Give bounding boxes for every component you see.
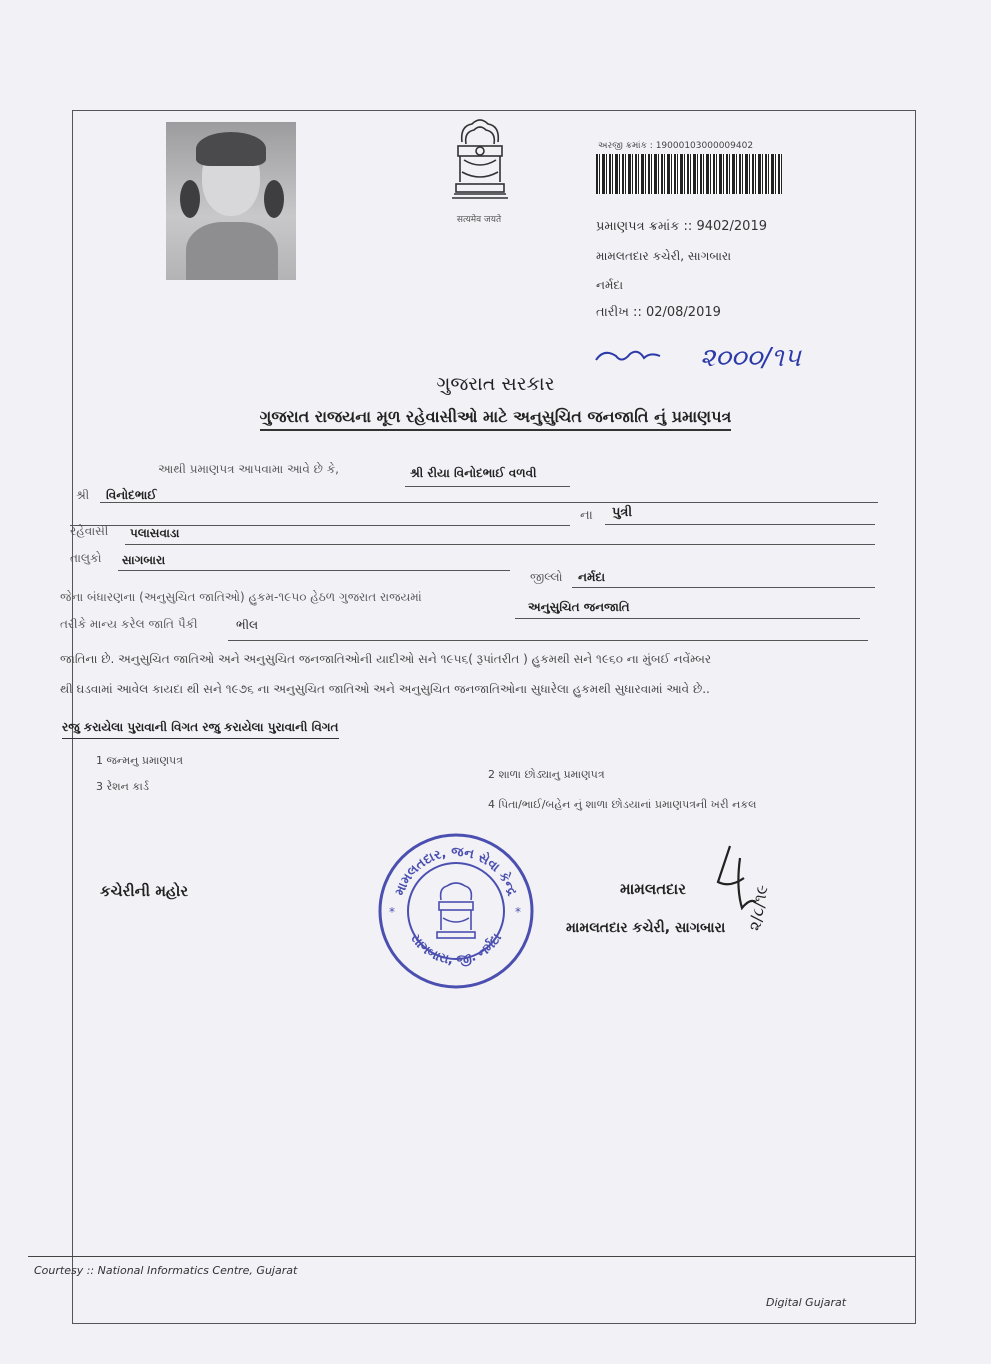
caste-label: તરીકે માન્ય કરેલ જાતિ પૈકી	[60, 617, 198, 631]
certificate-frame	[72, 110, 916, 1324]
barcode	[596, 154, 782, 194]
digital-gujarat-label: Digital Gujarat	[766, 1296, 847, 1309]
application-number: અરજી ક્રમાંક : 19000103000009402	[598, 141, 754, 151]
paragraph-line-1: જાતિના છે. અનુસુચિત જાતિઓ અને અનુસુચિત જનજાતિઓની યાદીઓ સને ૧૯૫૬( રૂપાંતરીત ) હુકમથી સને ૧૯૬૦ ના મુંબઈ નવેંમ્બર	[60, 652, 712, 666]
relation-label: ના	[580, 508, 593, 523]
document-item: 1 જન્મનુ પ્રમાણપત્ર	[96, 754, 183, 767]
taluka-label: તાલુકો	[70, 551, 102, 565]
svg-text:*: *	[515, 905, 521, 919]
taluka: સાગબારા	[122, 553, 166, 567]
applicant-name: શ્રી રીયા વિનોદભાઈ વળવી	[410, 466, 537, 480]
applicant-photo	[166, 122, 296, 280]
svg-text:સાગબારા, જી. નર્મદા: સાગબારા, જી. નર્મદા	[406, 930, 505, 969]
category: અનુસુચિત જનજાતિ	[528, 600, 630, 614]
document-item: 2 શાળા છોડ્યાનુ પ્રમાણપત્ર	[488, 768, 605, 781]
district: નર્મદા	[578, 570, 606, 584]
issuing-office: મામલતદાર કચેરી, સાગબારા	[596, 249, 732, 263]
father-prefix: શ્રી	[76, 488, 90, 502]
intro-label: આથી પ્રમાણપત્ર આપવામા આવે છે કે,	[158, 462, 339, 476]
signature-date: ૨/૮/૧૯	[744, 883, 772, 933]
svg-text:મામલતદાર, જન સેવા કેન્દ્ર: મામલતદાર, જન સેવા કેન્દ્ર	[392, 844, 520, 898]
proof-heading: રજુ કરાયેલા પુરાવાની વિગત રજુ કરાયેલા પુરાવાની વિગત	[62, 720, 339, 739]
caste: ભીલ	[236, 618, 259, 632]
issue-date: તારીખ :: 02/08/2019	[596, 305, 721, 320]
handwritten-number: ૨૦૦૦/૧૫	[700, 343, 801, 373]
govt-title: ગુજરાત સરકાર	[436, 373, 555, 395]
father-name: વિનોદભાઈ	[106, 488, 157, 502]
document-item: 3 રેશન કાર્ડ	[96, 780, 149, 793]
emblem-motto: सत्यमेव जयते	[456, 215, 502, 225]
relation: પુત્રી	[612, 505, 633, 520]
paragraph-line-2: થી ઘડવામાં આવેલ કાયદા થી સને ૧૯૭૬ ના અનુસુચિત જાતિઓ અને અનુસુચિત જનજાતિઓના સુધારેલા હુકમથી સુધારવામાં આવે છે..	[60, 682, 710, 696]
footer-divider	[28, 1256, 916, 1257]
issuing-district: નર્મદા	[596, 278, 624, 292]
resident-label: રહેવાસી	[70, 524, 109, 538]
signatory-title: મામલતદાર	[620, 880, 686, 898]
certificate-title: ગુજરાત રાજયના મૂળ રહેવાસીઓ માટે અનુસુચિત જનજાતિ નું પ્રમાણપત્ર	[0, 407, 991, 427]
village: પલાસવાડા	[130, 526, 180, 540]
district-label: જીલ્લો	[530, 570, 563, 584]
national-emblem-icon	[440, 112, 520, 212]
svg-text:*: *	[389, 905, 395, 919]
signatory-office: મામલતદાર કચેરી, સાગબારા	[566, 920, 726, 936]
handwritten-signature	[700, 838, 790, 938]
document-item: 4 પિતા/ભાઈ/બહેન નું શાળા છોડયાનાં પ્રમાણપત્રની ખરી નકલ	[488, 798, 757, 811]
order-label: જેના બંધારણના (અનુસુચિત જાતિઓ) હુકમ-૧૯૫૦ હેઠળ ગુજરાત રાજયમાં	[60, 590, 422, 604]
office-seal-label: કચેરીની મહોર	[100, 882, 189, 900]
certificate-number: પ્રમાણપત્ર ક્રમાંક :: 9402/2019	[596, 219, 767, 234]
office-seal-stamp	[375, 830, 537, 992]
courtesy-note: Courtesy :: National Informatics Centre, Gujarat	[34, 1264, 298, 1277]
